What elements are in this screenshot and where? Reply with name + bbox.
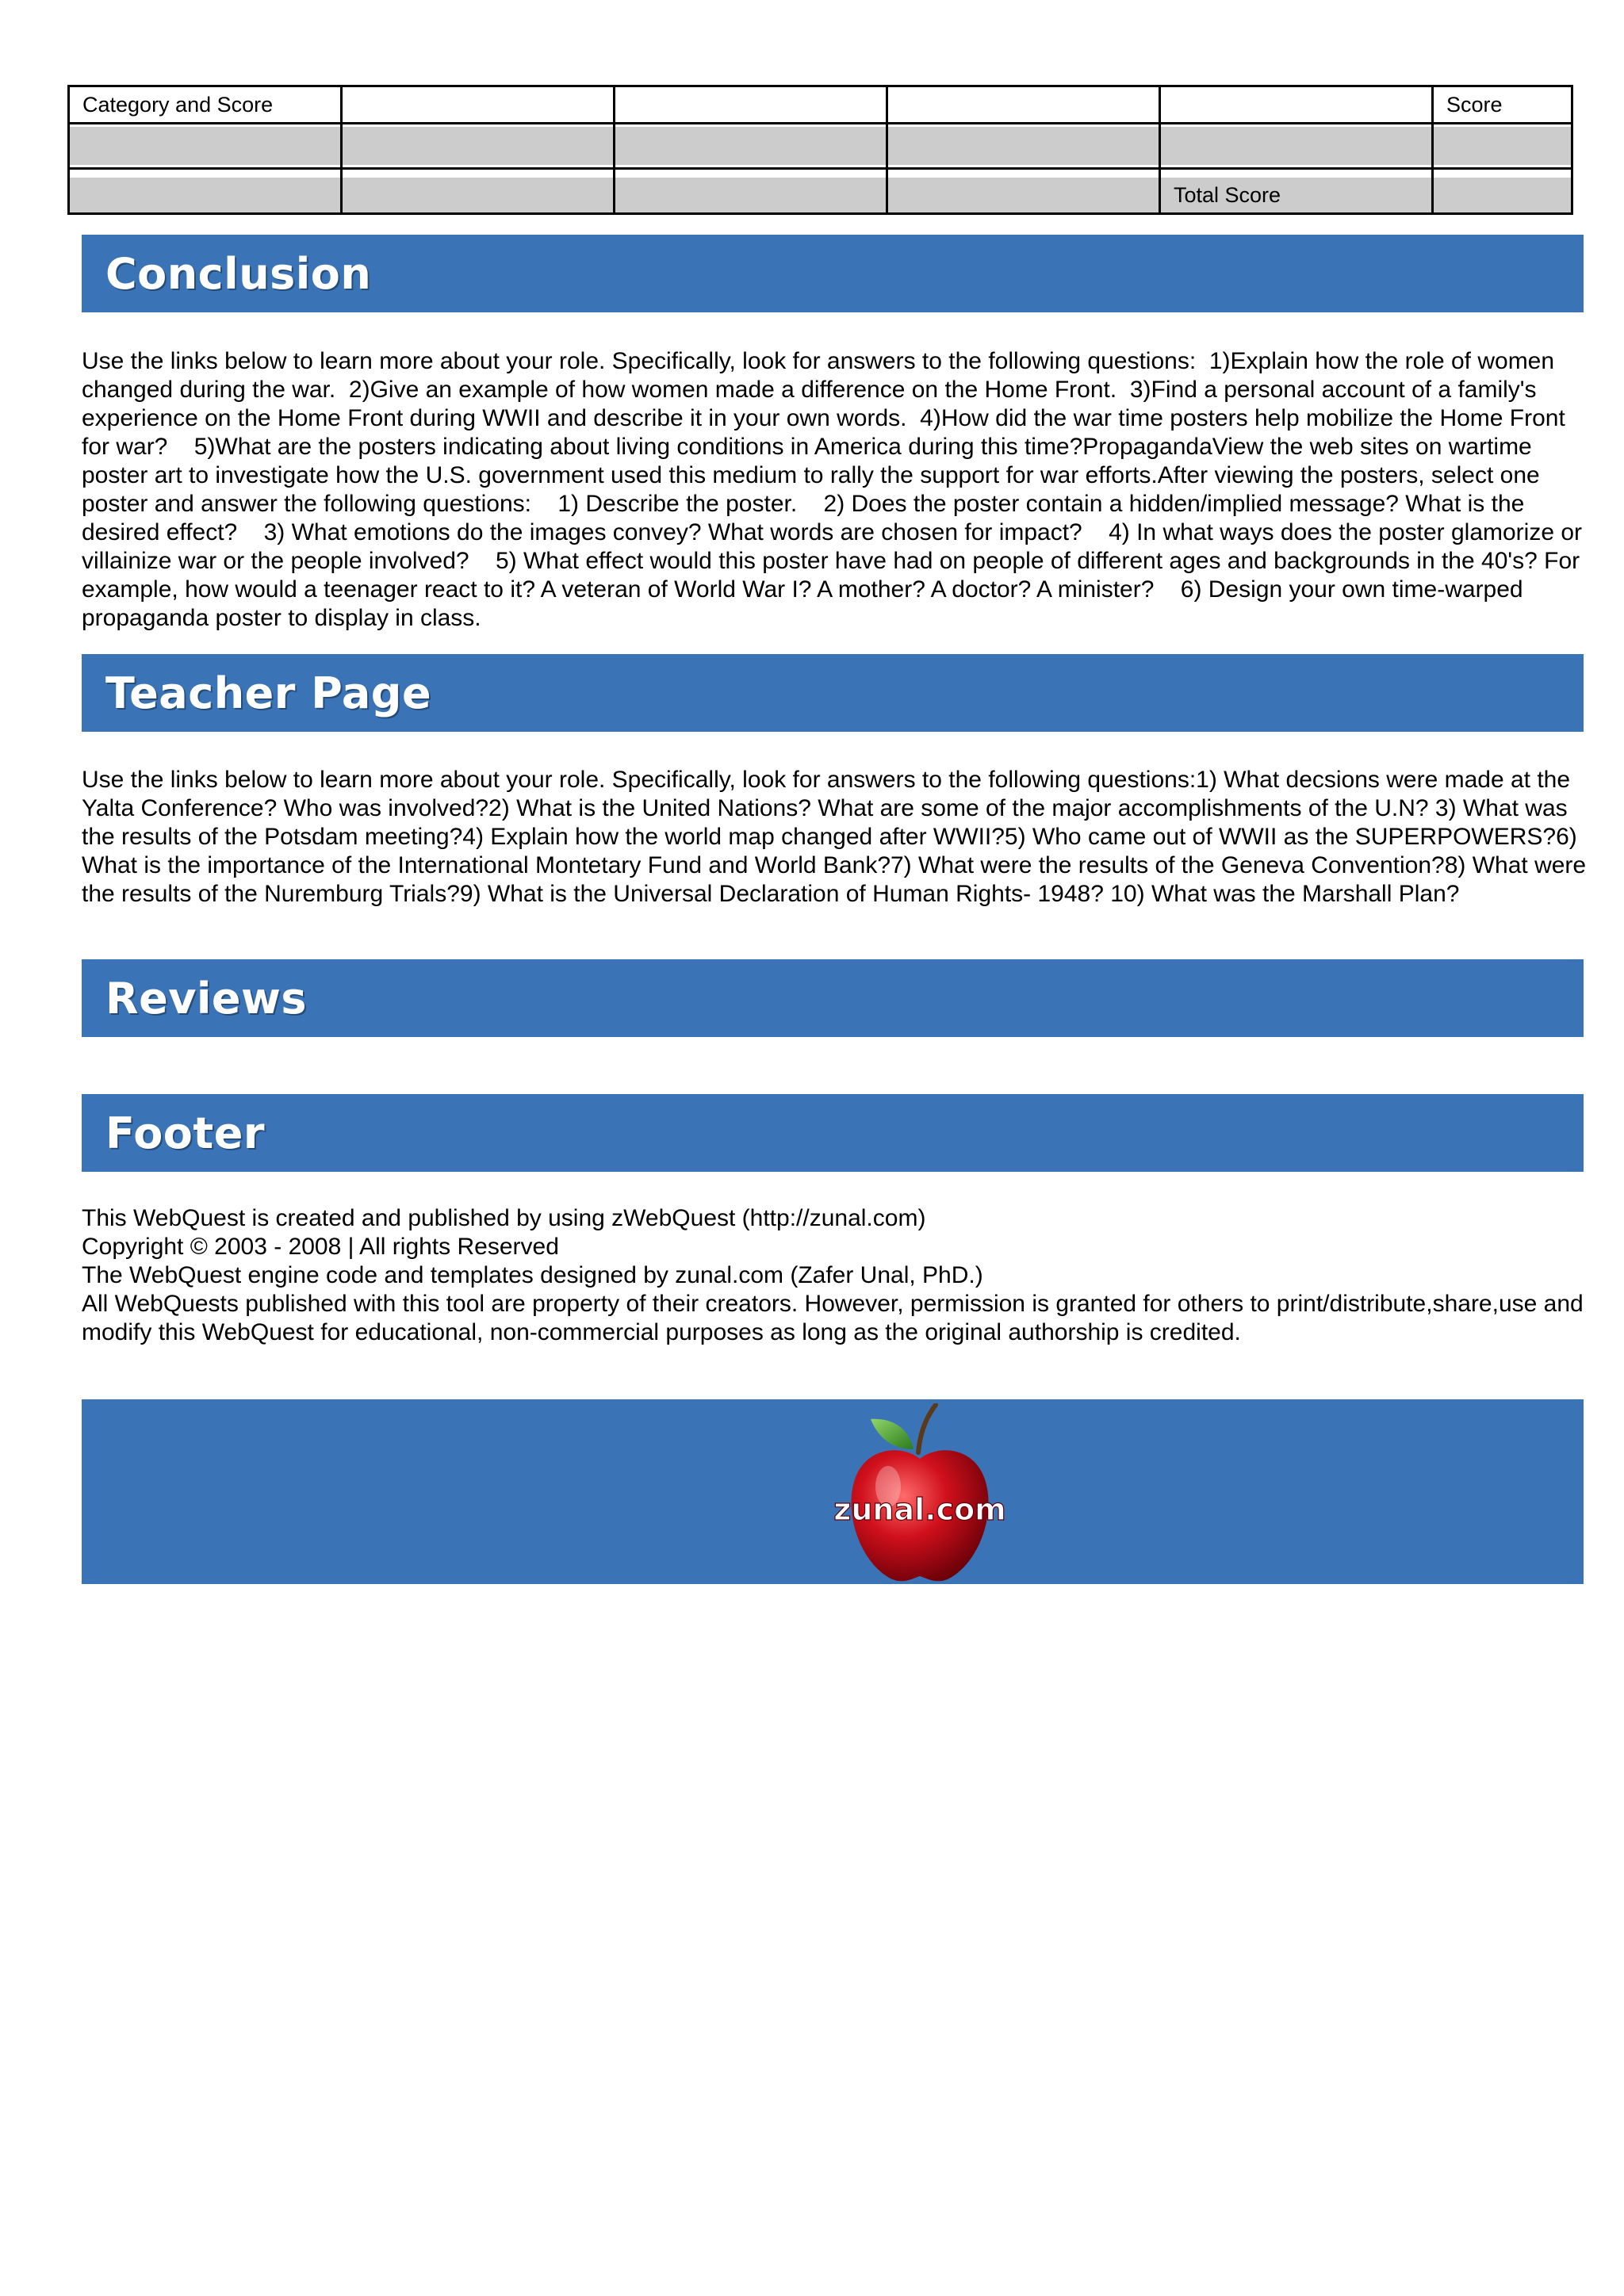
rubric-cell [615,169,887,214]
teacher-page-text: Use the links below to learn more about your role. Specifically, look for answers to the following questions:1) What decsions were made at the Yalta Conference? Who was involved?2) What is the United Nations? What are some of the major accomplishments of the U.N? 3) What was the results of the Potsdam meeting?4) Explain how the world map changed after WWII?5) Who came out of WWII as the SUPERPOWERS?6) What is the importance of the International Montetary Fund and World Bank?7) What were the results of the Geneva Convention?8) What were the results of the Nuremburg Trials?9) What is the Universal Declaration of Human Rights- 1948? 10) What was the Marshall Plan? [82,767,1593,907]
rubric-header-row [69,86,1572,124]
rubric-total-row [69,169,1572,214]
rubric-header-cell [1160,86,1433,124]
conclusion-title: Conclusion [105,248,372,299]
rubric-cell [887,124,1160,169]
reviews-title: Reviews [105,973,308,1024]
rubric-header-category: Category and Score [69,86,342,124]
rubric-cell [69,169,342,214]
rubric-header-score: Score [1433,86,1572,124]
teacher-page-header [82,654,1584,732]
rubric-cell [69,124,342,169]
conclusion-header [82,235,1584,312]
rubric-header-cell [615,86,887,124]
rubric-total-label: Total Score [1161,178,1431,212]
footer-line-permission: All WebQuests published with this tool are property of their creators. However, permission is granted for others to print/distribute,share,use and modify this WebQuest for educational, non-commercial purposes as long as the original authorship is credited. [82,1291,1584,1345]
footer-header [82,1094,1584,1172]
rubric-total-label-cell [1160,169,1433,214]
footer-line-copyright: Copyright © 2003 - 2008 | All rights Reserved [82,1234,559,1260]
rubric-total-score-cell [1433,169,1572,214]
rubric-cell [342,169,615,214]
rubric-table [67,85,1573,215]
teacher-page-title: Teacher Page [105,668,432,718]
footer-line-published: This WebQuest is created and published by using zWebQuest (http://zunal.com) [82,1205,926,1231]
rubric-header-cell [887,86,1160,124]
rubric-cell [1160,124,1433,169]
footer-line-engine: The WebQuest engine code and templates designed by zunal.com (Zafer Unal, PhD.) [82,1262,983,1288]
footer-title: Footer [105,1108,265,1158]
logo-text: zunal.com [833,1492,1006,1527]
reviews-header [82,959,1584,1037]
rubric-cell [887,169,1160,214]
rubric-header-cell [342,86,615,124]
rubric-cell [342,124,615,169]
apple-logo-icon[interactable] [825,1403,1015,1584]
conclusion-text: Use the links below to learn more about your role. Specifically, look for answers to the following questions: 1)Explain how the role of women changed during the war. 2)Give an example of how women made a difference on the Home Front. 3)Find a personal account of a family's experience on the Home Front during WWII and describe it in your own words. 4)How did the war time posters help mobilize the Home Front for war? 5)What are the posters indicating about living conditions in America during this time?PropagandaView the web sites on wartime poster art to investigate how the U.S. government used this medium to rally the support for war efforts.After viewing the posters, select one poster and answer the following questions: 1) Describe the poster. 2) Does the poster contain a hidden/implied message? What is the desired effect? 3) What emotions do the images convey? What words are chosen for impact? 4) In what ways does the poster glamorize or villainize war or the people involved? 5) What effect would this poster have had on people of different ages and backgrounds in the 40's? For example, how would a teenager react to it? A veteran of World War I? A mother? A doctor? A minister? 6) Design your own time-warped propaganda poster to display in class. [82,348,1589,631]
footer-text [82,1204,1588,1347]
rubric-row [69,124,1572,169]
logo-band [82,1399,1584,1584]
rubric-cell [1433,124,1572,169]
rubric-cell [615,124,887,169]
